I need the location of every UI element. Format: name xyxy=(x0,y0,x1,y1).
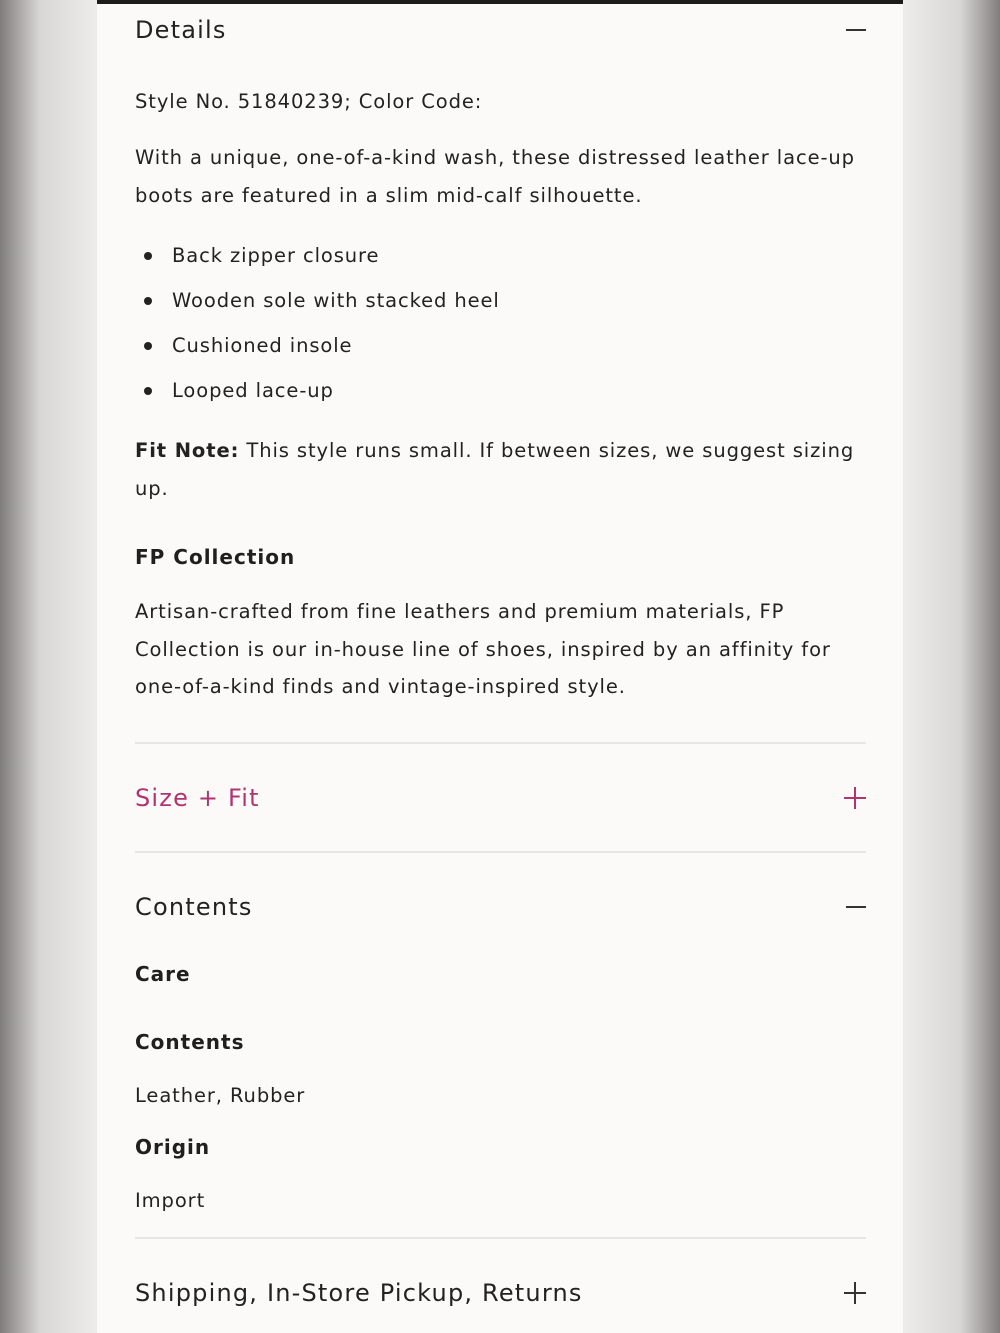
fit-note xyxy=(135,432,866,507)
divider xyxy=(135,742,866,744)
style-number: Style No. 51840239; Color Code: xyxy=(135,90,483,113)
origin-heading: Origin xyxy=(135,1135,211,1159)
contents-title: Contents xyxy=(135,893,253,921)
list-item: Cushioned insole xyxy=(135,333,866,378)
size-fit-accordion-header[interactable] xyxy=(135,782,866,814)
collapse-icon[interactable] xyxy=(846,29,866,31)
expand-icon[interactable] xyxy=(844,787,866,809)
collection-heading: FP Collection xyxy=(135,545,296,569)
shipping-title: Shipping, In-Store Pickup, Returns xyxy=(135,1279,583,1307)
product-details-panel xyxy=(97,4,903,1333)
origin-value: Import xyxy=(135,1189,206,1212)
expand-icon[interactable] xyxy=(844,1282,866,1304)
product-description: With a unique, one-of-a-kind wash, these distressed leather lace-up boots are featured in a slim mid-calf silhouette. xyxy=(135,146,855,207)
contents-heading: Contents xyxy=(135,1030,245,1054)
list-item: Back zipper closure xyxy=(135,243,866,288)
fit-note-label: Fit Note: xyxy=(135,439,240,462)
size-fit-title: Size + Fit xyxy=(135,784,260,812)
collection-description: Artisan-crafted from fine leathers and premium materials, FP Collection is our in-house line of shoes, inspired by an affinity for one-of-a-kind finds and vintage-inspired style. xyxy=(135,600,831,698)
list-item: Wooden sole with stacked heel xyxy=(135,288,866,333)
shipping-accordion-header[interactable] xyxy=(135,1277,866,1309)
contents-accordion-header[interactable] xyxy=(135,891,866,923)
collapse-icon[interactable] xyxy=(846,906,866,908)
list-item: Looped lace-up xyxy=(135,378,866,423)
details-accordion-header[interactable] xyxy=(135,14,866,46)
contents-value: Leather, Rubber xyxy=(135,1084,306,1107)
details-title: Details xyxy=(135,16,227,44)
feature-list xyxy=(135,243,866,423)
care-heading: Care xyxy=(135,962,191,986)
divider xyxy=(135,1237,866,1239)
divider xyxy=(135,851,866,853)
fit-note-text: This style runs small. If between sizes, we suggest sizing up. xyxy=(135,439,855,500)
